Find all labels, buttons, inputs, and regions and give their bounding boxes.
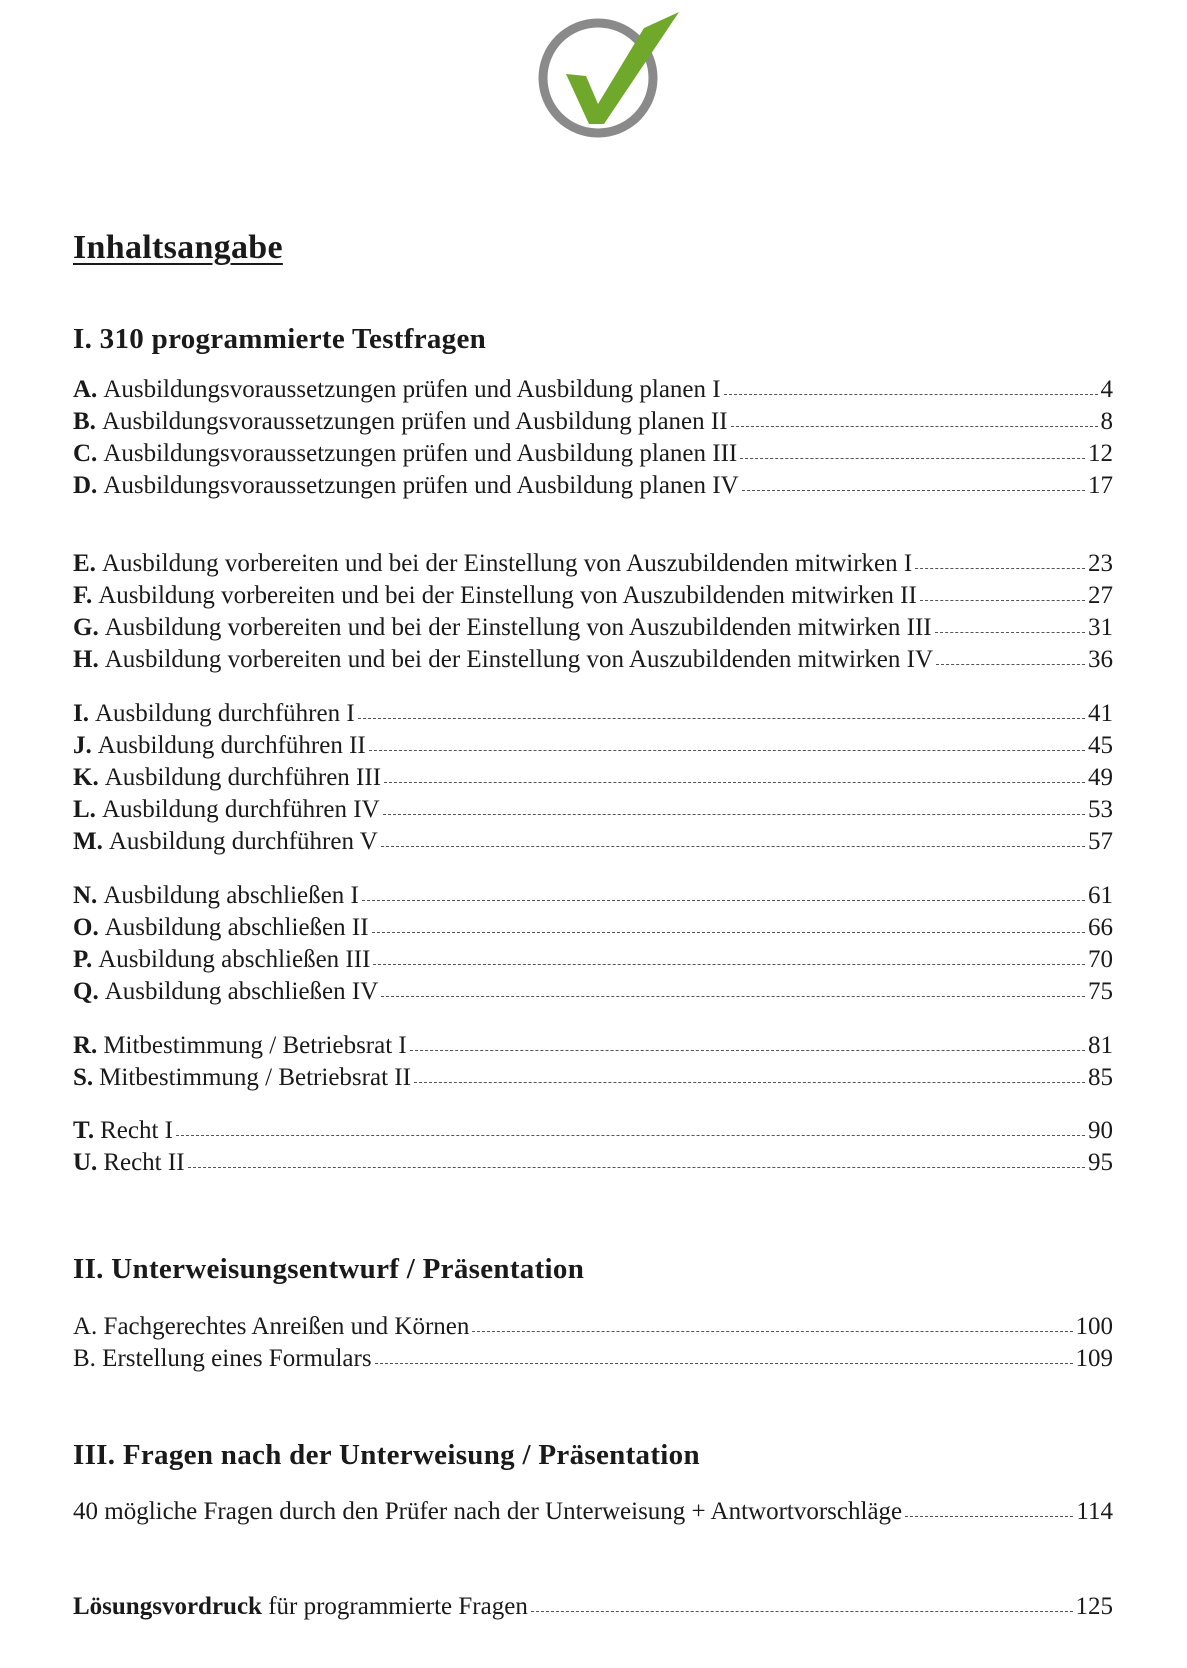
entry-page: 70: [1088, 946, 1113, 973]
dot-leader: [935, 631, 1085, 633]
entry-text: Ausbildungsvoraussetzungen prüfen und Ausbildung planen II: [101, 408, 728, 435]
entry-page: 45: [1088, 732, 1113, 759]
dot-leader: [383, 813, 1085, 815]
entry-page: 95: [1088, 1149, 1113, 1176]
entry-page: 57: [1088, 828, 1113, 855]
toc-group-unterweisung: [73, 1313, 1113, 1377]
entry-text: Mitbestimmung / Betriebsrat I: [103, 1032, 407, 1059]
entry-page: 27: [1088, 582, 1113, 609]
entry-letter: M.: [73, 828, 103, 855]
entry-letter: I.: [73, 700, 89, 727]
entry-letter: D.: [73, 472, 98, 499]
entry-text: A. Fachgerechtes Anreißen und Körnen: [73, 1313, 470, 1340]
toc-entry[interactable]: [73, 550, 1113, 582]
dot-leader: [936, 663, 1085, 665]
toc-entry[interactable]: [73, 978, 1113, 1010]
entry-letter: T.: [73, 1117, 95, 1144]
entry-letter: H.: [73, 646, 99, 673]
dot-leader: [188, 1166, 1085, 1168]
dot-leader: [531, 1610, 1073, 1612]
entry-letter: A.: [73, 376, 98, 403]
entry-page: 53: [1088, 796, 1113, 823]
toc-entry[interactable]: [73, 828, 1113, 860]
toc-entry[interactable]: [73, 440, 1113, 472]
entry-page: 23: [1088, 550, 1113, 577]
toc-entry[interactable]: [73, 376, 1113, 408]
dot-leader: [414, 1081, 1085, 1083]
entry-text: Ausbildung abschließen IV: [104, 978, 379, 1005]
toc-group-e-h: [73, 550, 1113, 678]
entry-page: 49: [1088, 764, 1113, 791]
entry-page: 61: [1088, 882, 1113, 909]
toc-entry[interactable]: [73, 1498, 1113, 1530]
dot-leader: [381, 845, 1085, 847]
checkmark-logo: [534, 6, 694, 146]
entry-text: Ausbildung durchführen III: [104, 764, 382, 791]
entry-letter: R.: [73, 1032, 98, 1059]
section-heading-2: II. Unterweisungsentwurf / Präsentation: [73, 1253, 585, 1285]
entry-letter: P.: [73, 946, 93, 973]
entry-letter: C.: [73, 440, 98, 467]
entry-letter: L.: [73, 796, 96, 823]
entry-page: 17: [1088, 472, 1113, 499]
toc-entry[interactable]: [73, 582, 1113, 614]
toc-entry[interactable]: [73, 1032, 1113, 1064]
toc-group-t-u: [73, 1117, 1113, 1181]
entry-text: Ausbildung abschließen III: [98, 946, 371, 973]
entry-page: 8: [1100, 408, 1113, 435]
entry-text: Ausbildungsvoraussetzungen prüfen und Ausbildung planen I: [103, 376, 721, 403]
entry-page: 36: [1088, 646, 1113, 673]
entry-text: Ausbildung vorbereiten und bei der Einstellung von Auszubildenden mitwirken I: [101, 550, 913, 577]
dot-leader: [731, 425, 1098, 427]
dot-leader: [742, 489, 1085, 491]
entry-page: 81: [1088, 1032, 1113, 1059]
entry-page: 125: [1075, 1593, 1113, 1620]
toc-group-fragen: [73, 1498, 1113, 1530]
dot-leader: [375, 1362, 1073, 1364]
entry-letter: J.: [73, 732, 92, 759]
entry-page: 109: [1075, 1345, 1113, 1372]
toc-group-n-q: [73, 882, 1113, 1010]
entry-page: 4: [1100, 376, 1113, 403]
toc-entry[interactable]: [73, 1313, 1113, 1345]
entry-letter: B.: [73, 408, 96, 435]
toc-entry[interactable]: [73, 946, 1113, 978]
dot-leader: [905, 1515, 1073, 1517]
entry-text: 40 mögliche Fragen durch den Prüfer nach der Unterweisung + Antwortvorschläge: [73, 1498, 903, 1525]
entry-letter: F.: [73, 582, 93, 609]
section-heading-3: III. Fragen nach der Unterweisung / Präsentation: [73, 1439, 700, 1471]
dot-leader: [176, 1134, 1085, 1136]
entry-page: 66: [1088, 914, 1113, 941]
entry-letter: N.: [73, 882, 98, 909]
entry-page: 90: [1088, 1117, 1113, 1144]
dot-leader: [915, 567, 1085, 569]
entry-text: Ausbildung abschließen II: [104, 914, 369, 941]
dot-leader: [381, 995, 1085, 997]
entry-text: für programmierte Fragen: [261, 1593, 528, 1620]
entry-text: B. Erstellung eines Formulars: [73, 1345, 372, 1372]
section-heading-1: I. 310 programmierte Testfragen: [73, 323, 487, 355]
dot-leader: [740, 457, 1085, 459]
entry-text: Ausbildung durchführen IV: [101, 796, 380, 823]
toc-entry[interactable]: [73, 1593, 1113, 1625]
entry-letter: O.: [73, 914, 99, 941]
toc-entry[interactable]: [73, 732, 1113, 764]
dot-leader: [472, 1330, 1072, 1332]
toc-entry[interactable]: [73, 764, 1113, 796]
entry-letter: Q.: [73, 978, 99, 1005]
entry-text: Ausbildung vorbereiten und bei der Einstellung von Auszubildenden mitwirken IV: [104, 646, 934, 673]
entry-text: Ausbildungsvoraussetzungen prüfen und Ausbildung planen IV: [103, 472, 739, 499]
toc-group-i-m: [73, 700, 1113, 860]
entry-text: Ausbildung durchführen I: [94, 700, 355, 727]
dot-leader: [384, 781, 1085, 783]
toc-entry[interactable]: [73, 1149, 1113, 1181]
toc-entry[interactable]: [73, 408, 1113, 440]
toc-group-loesungsvordruck: [73, 1593, 1113, 1625]
entry-text: Mitbestimmung / Betriebsrat II: [99, 1064, 411, 1091]
toc-entry[interactable]: [73, 914, 1113, 946]
entry-page: 12: [1088, 440, 1113, 467]
dot-leader: [410, 1049, 1085, 1051]
entry-letter: E.: [73, 550, 96, 577]
toc-entry[interactable]: [73, 1117, 1113, 1149]
toc-entry[interactable]: [73, 1064, 1113, 1096]
entry-letter: G.: [73, 614, 99, 641]
entry-text: Ausbildung abschließen I: [103, 882, 359, 909]
toc-entry[interactable]: [73, 614, 1113, 646]
entry-text-bold: Lösungsvordruck: [73, 1593, 262, 1620]
entry-text: Ausbildung vorbereiten und bei der Einstellung von Auszubildenden mitwirken II: [98, 582, 917, 609]
entry-text: Ausbildung vorbereiten und bei der Einstellung von Auszubildenden mitwirken III: [104, 614, 932, 641]
entry-text: Ausbildungsvoraussetzungen prüfen und Ausbildung planen III: [103, 440, 738, 467]
entry-letter: U.: [73, 1149, 98, 1176]
entry-text: Ausbildung durchführen V: [108, 828, 378, 855]
toc-entry[interactable]: [73, 472, 1113, 504]
toc-entry[interactable]: [73, 1345, 1113, 1377]
dot-leader: [724, 393, 1098, 395]
toc-entry[interactable]: [73, 882, 1113, 914]
entry-letter: S.: [73, 1064, 94, 1091]
entry-text: Recht I: [100, 1117, 173, 1144]
dot-leader: [372, 931, 1085, 933]
dot-leader: [920, 599, 1085, 601]
entry-page: 41: [1088, 700, 1113, 727]
entry-page: 114: [1076, 1498, 1113, 1525]
toc-entry[interactable]: [73, 796, 1113, 828]
dot-leader: [369, 749, 1085, 751]
entry-text: Ausbildung durchführen II: [97, 732, 366, 759]
entry-page: 75: [1088, 978, 1113, 1005]
entry-page: 100: [1075, 1313, 1113, 1340]
entry-page: 31: [1088, 614, 1113, 641]
entry-page: 85: [1088, 1064, 1113, 1091]
toc-group-r-s: [73, 1032, 1113, 1096]
dot-leader: [362, 899, 1085, 901]
toc-entry[interactable]: [73, 700, 1113, 732]
page-title: Inhaltsangabe: [73, 229, 283, 266]
entry-letter: K.: [73, 764, 99, 791]
dot-leader: [358, 717, 1085, 719]
toc-entry[interactable]: [73, 646, 1113, 678]
toc-group-a-d: [73, 376, 1113, 504]
entry-text: Recht II: [103, 1149, 185, 1176]
dot-leader: [373, 963, 1085, 965]
checkmark-circle-icon: [534, 6, 694, 146]
